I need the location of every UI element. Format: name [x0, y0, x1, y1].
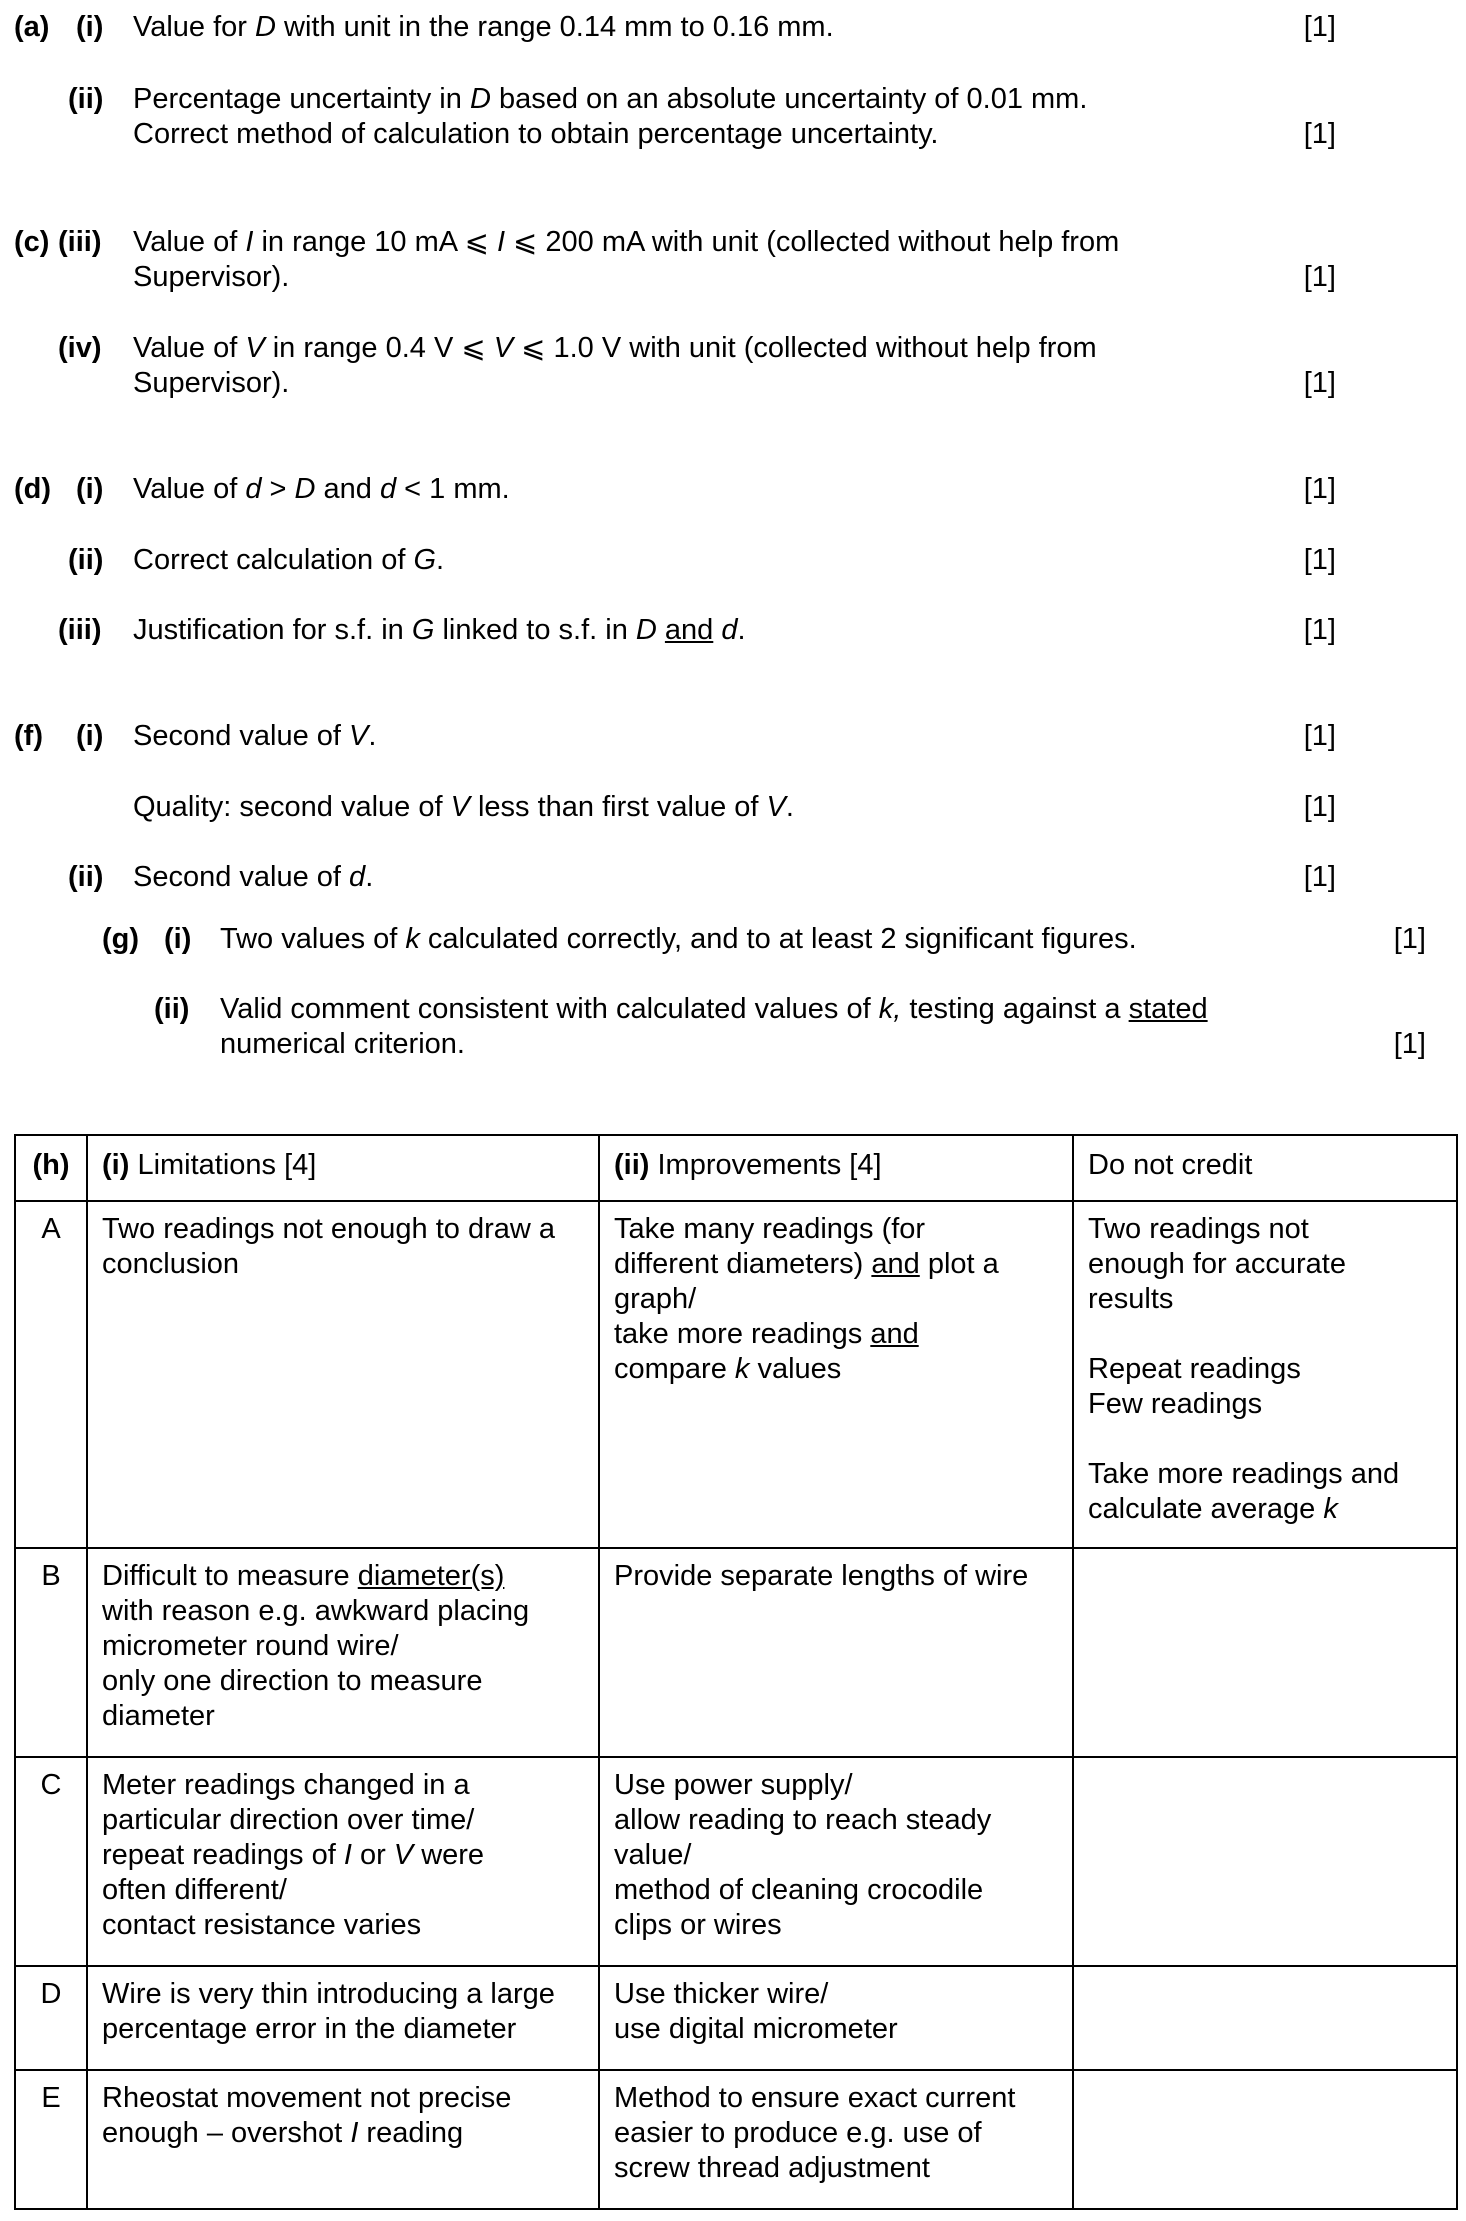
part-label: (f): [14, 720, 43, 752]
item-text: Value of d > D and d < 1 mm.: [133, 473, 510, 505]
sub-label: (iii): [58, 226, 102, 258]
sub-label: (ii): [68, 544, 104, 576]
row-key: E: [15, 2070, 87, 2209]
sub-label: (i): [76, 11, 104, 43]
sub-label: (i): [164, 923, 192, 955]
row-key: D: [15, 1966, 87, 2070]
mark: [1]: [1303, 118, 1336, 150]
table-row: [15, 2070, 1457, 2209]
mark: [1]: [1303, 791, 1336, 823]
do-not-credit-cell: [1073, 2070, 1457, 2209]
table-header-row: [15, 1135, 1457, 1201]
mark: [1]: [1303, 367, 1336, 399]
part-label: (d): [14, 473, 52, 505]
row-key: C: [15, 1757, 87, 1966]
limitation-cell: Difficult to measure diameter(s) with reason e.g. awkward placing micrometer round wire/ only one direction to measure diameter: [87, 1548, 599, 1757]
table-row: [15, 1201, 1457, 1548]
part-label: (a): [14, 11, 50, 43]
sub-label: (ii): [68, 861, 104, 893]
row-key: A: [15, 1201, 87, 1548]
sub-label: (ii): [154, 993, 190, 1025]
do-not-credit-cell: [1073, 1966, 1457, 2070]
improvement-cell: Method to ensure exact current easier to produce e.g. use of screw thread adjustment: [599, 2070, 1073, 2209]
item-text: Value for D with unit in the range 0.14 mm to 0.16 mm.: [133, 11, 834, 43]
improvement-cell: Use thicker wire/ use digital micrometer: [599, 1966, 1073, 2070]
limitations-table: [14, 1134, 1458, 2210]
mark: [1]: [1303, 473, 1336, 505]
mark: [1]: [1393, 923, 1426, 955]
do-not-credit-cell: [1073, 1548, 1457, 1757]
item-text: Second value of V.: [133, 720, 377, 752]
part-label: (g): [102, 923, 140, 955]
sub-label: (iv): [58, 332, 102, 364]
item-text: Justification for s.f. in G linked to s.f. in D and d.: [133, 614, 746, 646]
do-not-credit-cell: [1073, 1757, 1457, 1966]
item-text: Value of I in range 10 mA ⩽ I ⩽ 200 mA with unit (collected without help from Supervisor).: [133, 226, 1120, 293]
improvement-cell: Take many readings (for different diameters) and plot a graph/ take more readings and compare k values: [599, 1201, 1073, 1548]
item-text: Percentage uncertainty in D based on an absolute uncertainty of 0.01 mm. Correct method of calculation to obtain percentage uncertainty.: [133, 83, 1088, 150]
sub-label: (i): [76, 473, 104, 505]
item-text: Two values of k calculated correctly, and to at least 2 significant figures.: [220, 923, 1137, 955]
mark: [1]: [1303, 720, 1336, 752]
table-row: [15, 1757, 1457, 1966]
sub-label: (ii): [68, 83, 104, 115]
part-label: (c): [14, 226, 50, 258]
mark: [1]: [1303, 861, 1336, 893]
mark: [1]: [1303, 614, 1336, 646]
row-key: B: [15, 1548, 87, 1757]
header-do-not-credit: Do not credit: [1073, 1135, 1457, 1201]
mark: [1]: [1303, 261, 1336, 293]
limitation-cell: Wire is very thin introducing a large percentage error in the diameter: [87, 1966, 599, 2070]
sub-label: (iii): [58, 614, 102, 646]
item-text: Quality: second value of V less than first value of V.: [133, 791, 794, 823]
limitation-cell: Two readings not enough to draw a conclusion: [87, 1201, 599, 1548]
mark: [1]: [1303, 11, 1336, 43]
item-text: Valid comment consistent with calculated values of k, testing against a stated numerical criterion.: [220, 993, 1208, 1060]
header-improvements: (ii) Improvements [4]: [599, 1135, 1073, 1201]
table-row: [15, 1966, 1457, 2070]
item-text: Correct calculation of G.: [133, 544, 445, 576]
item-text: Value of V in range 0.4 V ⩽ V ⩽ 1.0 V with unit (collected without help from Supervisor).: [133, 332, 1097, 399]
improvement-cell: Use power supply/ allow reading to reach steady value/ method of cleaning crocodile clips or wires: [599, 1757, 1073, 1966]
mark: [1]: [1303, 544, 1336, 576]
mark: [1]: [1393, 1028, 1426, 1060]
header-limitations: (i) Limitations [4]: [87, 1135, 599, 1201]
improvement-cell: Provide separate lengths of wire: [599, 1548, 1073, 1757]
sub-label: (i): [76, 720, 104, 752]
header-h: (h): [15, 1135, 87, 1201]
do-not-credit-cell: Two readings not enough for accurate results Repeat readings Few readings Take more readings and calculate average k: [1073, 1201, 1457, 1548]
item-text: Second value of d.: [133, 861, 374, 893]
limitation-cell: Rheostat movement not precise enough – overshot I reading: [87, 2070, 599, 2209]
table-row: [15, 1548, 1457, 1757]
limitation-cell: Meter readings changed in a particular direction over time/ repeat readings of I or V were often different/ contact resistance varies: [87, 1757, 599, 1966]
